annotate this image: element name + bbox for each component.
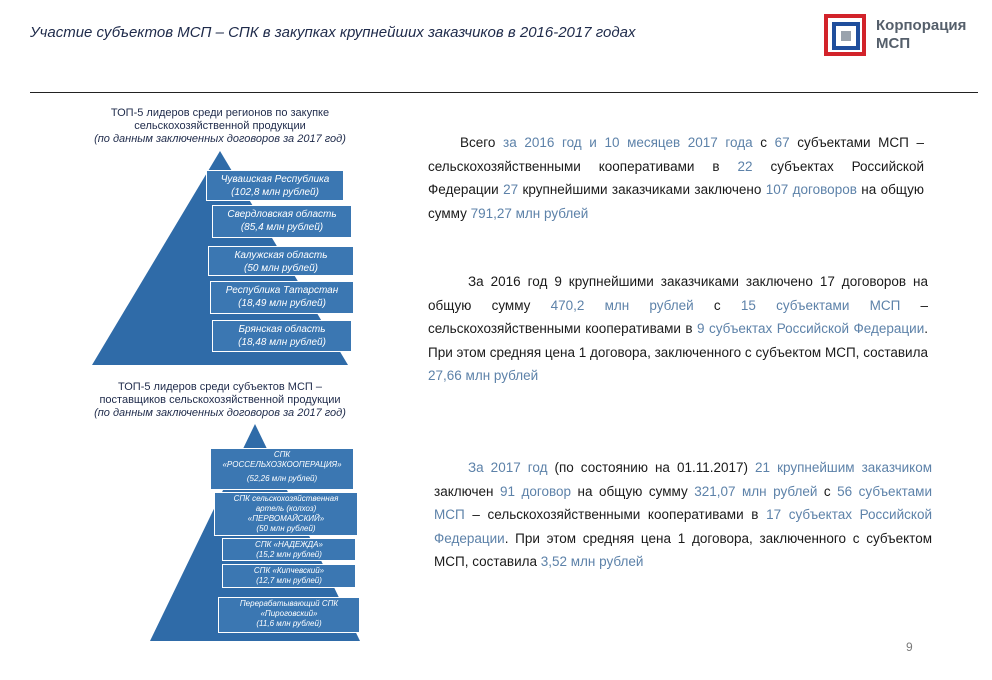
pyramid1-caption-line1: ТОП-5 лидеров среди регионов по закупке	[110, 107, 330, 119]
pyramid1-item-2-value: (85,4 млн рублей)	[240, 222, 324, 233]
text3-l: . При этом средняя цена 1 договора, заключенного с субъектом МСП, составила	[434, 530, 932, 569]
text3-g: 321,07 млн рублей	[694, 483, 818, 499]
pyramid1-item-1-value: (102,8 млн рублей)	[231, 187, 319, 198]
pyramid1-item-3	[208, 246, 354, 276]
corporation-logo	[824, 14, 984, 56]
text2-d: 15 субъектами МСП	[740, 297, 901, 313]
pyramid2-item-3	[222, 538, 356, 561]
pyramid1-item-5-value: (18,48 млн рублей)	[238, 337, 326, 348]
pyramid2-item-4-line2: (12,7 млн рублей)	[256, 576, 322, 585]
text3-c: 21 крупнейшим заказчиком	[755, 460, 932, 475]
pyramid2-item-2	[214, 492, 358, 536]
pyramid2-item-5-line1: Перерабатывающий СПК	[239, 599, 339, 608]
pyramid2-item-2-line2: артель (колхоз)	[255, 504, 317, 513]
pyramid1-item-3-value: (50 млн рублей)	[244, 263, 318, 274]
pyramid2-item-1-line1: СПК	[273, 450, 291, 459]
text2-c: с	[693, 297, 741, 313]
text3-b: (по состоянию на 01.11.2017)	[547, 460, 756, 475]
text1-l: 791,27 млн рублей	[470, 205, 589, 221]
text3-k: 17 субъектах Российской Федерации	[434, 507, 932, 546]
text3-a: За 2017 год	[468, 460, 548, 475]
pyramid1-item-4	[210, 281, 354, 314]
pyramid2-item-3-line1: СПК «НАДЕЖДА»	[255, 540, 323, 549]
pyramid1-item-1-name: Чувашская Республика	[220, 174, 330, 185]
pyramid1-item-3-name: Калужская область	[234, 250, 328, 261]
pyramid1-caption-line2: сельскохозяйственной продукции	[134, 120, 306, 132]
page-title: Участие субъектов МСП – СПК в закупках крупнейших заказчиков в 2016-2017 годах	[30, 24, 636, 41]
pyramid2-item-2-line1: СПК сельскохозяйственная	[233, 494, 339, 503]
pyramid1-item-5-name: Брянская область	[238, 324, 326, 335]
pyramid2-item-4-line1: СПК «Кипчевский»	[253, 566, 325, 575]
pyramid1-item-5	[212, 320, 352, 352]
header-divider	[30, 92, 978, 93]
text1-e: субъектами МСП – сельскохозяйственными кооперативами в	[428, 135, 924, 174]
summary-paragraph-total	[428, 131, 924, 225]
summary-paragraph-2017	[434, 456, 932, 574]
text1-f: 22	[737, 158, 753, 174]
pyramid1-item-1	[206, 170, 344, 201]
text1-i: крупнейшими заказчиками заключено	[518, 182, 766, 197]
pyramid2-item-5	[218, 597, 360, 633]
pyramid2-item-1-line3: (52,26 млн рублей)	[246, 474, 318, 483]
text1-h: 27	[503, 182, 519, 197]
pyramid2-caption-line1: ТОП-5 лидеров среди субъектов МСП –	[118, 381, 322, 393]
text1-d: 67	[774, 135, 790, 150]
text1-j: 107 договоров	[765, 182, 857, 197]
pyramid1-caption-line3: (по данным заключенных договоров за 2017 год)	[94, 133, 346, 145]
text2-a: За 2016 год 9 крупнейшими заказчиками заключено 17 договоров на общую сумму	[428, 274, 928, 313]
pyramid2-caption-line3: (по данным заключенных договоров за 2017 год)	[94, 407, 346, 419]
text3-j: – сельскохозяйственными кооперативами в	[464, 507, 767, 522]
pyramid2-caption-line2: поставщиков сельскохозяйственной продукции	[99, 394, 341, 406]
pyramid2-item-1	[210, 448, 354, 490]
text3-d: заключен	[434, 483, 500, 499]
pyramid1-item-4-value: (18,49 млн рублей)	[238, 298, 326, 309]
text3-f: на общую сумму	[571, 483, 695, 499]
text1-g: субъектах Российской Федерации	[428, 158, 924, 197]
text2-e: – сельскохозяйственными кооперативами в	[428, 297, 928, 336]
pyramid2-item-2-line3: «ПЕРВОМАЙСКИЙ»	[247, 514, 325, 523]
pyramid2-item-3-line2: (15,2 млн рублей)	[256, 550, 322, 559]
text3-e: 91 договор	[499, 483, 572, 499]
logo-mark-icon	[824, 14, 866, 56]
text1-a: Всего	[460, 135, 504, 150]
text1-c: с	[752, 135, 775, 150]
pyramid1-item-2-name: Свердловская область	[227, 209, 337, 220]
pyramid1-item-2	[212, 205, 352, 238]
pyramid2-item-2-line4: (50 млн рублей)	[256, 524, 316, 533]
text2-g: . При этом средняя цена 1 договора, заключенного с субъектом МСП, составила	[428, 321, 928, 360]
text3-i: 56 субъектами МСП	[434, 483, 932, 522]
text2-f: 9 субъектах Российской Федерации	[697, 321, 925, 336]
text2-h: 27,66 млн рублей	[428, 368, 539, 383]
pyramid2-caption	[70, 381, 370, 420]
text2-b: 470,2 млн рублей	[550, 297, 694, 313]
pyramid1-item-4-name: Республика Татарстан	[225, 285, 339, 296]
pyramid2-item-5-line3: (11,6 млн рублей)	[256, 619, 322, 628]
summary-paragraph-2016	[428, 270, 928, 388]
pyramid2-item-4	[222, 564, 356, 588]
page-number: 9	[906, 640, 913, 654]
text3-h: с	[817, 483, 838, 499]
logo-text-line1: Корпорация	[876, 17, 967, 34]
text3-m: 3,52 млн рублей	[540, 554, 644, 569]
pyramid2-item-1-line2: «РОССЕЛЬХОЗКООПЕРАЦИЯ»	[222, 460, 342, 469]
logo-text-line2: МСП	[876, 35, 911, 52]
pyramid1-caption	[70, 107, 370, 146]
text1-k: на общую сумму	[428, 182, 924, 221]
pyramid2-item-5-line2: «Пироговский»	[260, 609, 318, 618]
text1-b: за 2016 год и 10 месяцев 2017 года	[503, 135, 753, 150]
